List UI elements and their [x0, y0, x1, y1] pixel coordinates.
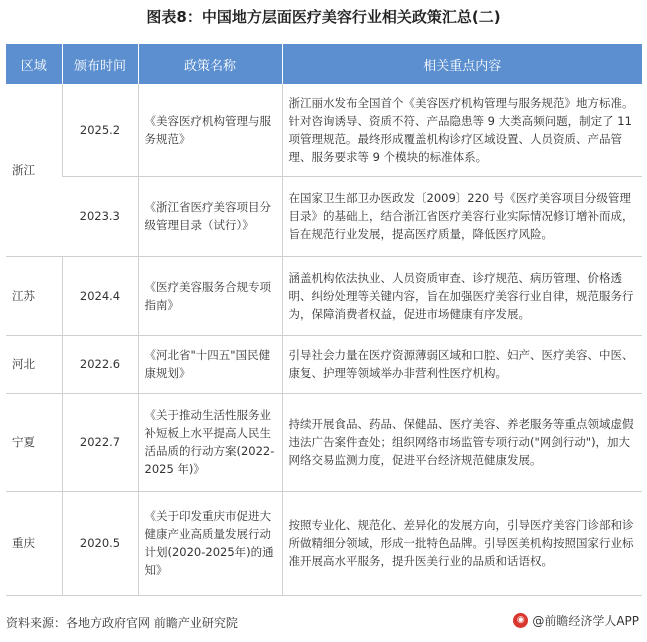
brand-credit — [513, 612, 639, 629]
date-cell: 2020.5 — [62, 491, 138, 595]
region-cell: 河北 — [6, 335, 62, 393]
date-cell: 2025.2 — [62, 84, 138, 176]
table-header-row — [6, 44, 642, 84]
header-region: 区域 — [6, 44, 62, 84]
content-cell: 在国家卫生部卫办医政发〔2009〕220 号《医疗美容项目分级管理目录》的基础上，结合浙江省医疗美容行业实际情况修订增补而成，旨在规范行业发展，提高医疗质量，降低医疗风险。 — [282, 176, 642, 256]
policy-name-cell: 《浙江省医疗美容项目分级管理目录（试行）》 — [138, 176, 282, 256]
policy-name-cell: 《河北省"十四五"国民健康规划》 — [138, 335, 282, 393]
region-cell: 江苏 — [6, 256, 62, 335]
date-cell: 2023.3 — [62, 176, 138, 256]
content-cell: 涵盖机构依法执业、人员资质审查、诊疗规范、病历管理、价格透明、纠纷处理等关键内容，旨在加强医疗美容行业自律，规范服务行为，保障消费者权益，促进市场健康有序发展。 — [282, 256, 642, 335]
header-policy: 政策名称 — [138, 44, 282, 84]
figure-title: 图表8：中国地方层面医疗美容行业相关政策汇总(二) — [146, 8, 501, 26]
header-date: 颁布时间 — [62, 44, 138, 84]
table-row — [6, 335, 642, 393]
table-row — [6, 84, 642, 176]
date-cell: 2024.4 — [62, 256, 138, 335]
policy-name-cell: 《美容医疗机构管理与服务规范》 — [138, 84, 282, 176]
table-row — [6, 393, 642, 491]
table-row — [6, 491, 642, 595]
content-cell: 浙江丽水发布全国首个《美容医疗机构管理与服务规范》地方标准。针对咨询诱导、资质不符、产品隐患等 9 大类高频问题，制定了 11 项管理规范。最终形成覆盖机构诊疗区域设置、人员资质、产品管理、服务要求等 9 个模块的标准体系。 — [282, 84, 642, 176]
date-cell: 2022.7 — [62, 393, 138, 491]
policy-name-cell: 《关于印发重庆市促进大健康产业高质量发展行动计划(2020-2025年)的通知》 — [138, 491, 282, 595]
content-cell: 按照专业化、规范化、差异化的发展方向，引导医疗美容门诊部和诊所做精细分领域，形成一批特色品牌。引导医美机构按照国家行业标准开展高水平服务，提升医美行业的品质和话语权。 — [282, 491, 642, 595]
brand-label: @前瞻经济学人APP — [532, 614, 639, 628]
table-row — [6, 176, 642, 256]
table-row — [6, 256, 642, 335]
content-cell: 持续开展食品、药品、保健品、医疗美容、养老服务等重点领域虚假违法广告案件查处；组织网络市场监管专项行动("网剑行动")，加大网络交易监测力度，促进平台经济规范健康发展。 — [282, 393, 642, 491]
region-cell: 宁夏 — [6, 393, 62, 491]
region-cell: 浙江 — [6, 84, 62, 256]
content-cell: 引导社会力量在医疗资源薄弱区域和口腔、妇产、医疗美容、中医、康复、护理等领域举办非营利性医疗机构。 — [282, 335, 642, 393]
source-note: 资料来源：各地方政府官网 前瞻产业研究院 — [6, 616, 238, 630]
header-content: 相关重点内容 — [282, 44, 642, 84]
policy-table — [6, 44, 642, 596]
policy-name-cell: 《关于推动生活性服务业补短板上水平提高人民生活品质的行动方案(2022-2025 年)》 — [138, 393, 282, 491]
region-cell: 重庆 — [6, 491, 62, 595]
policy-name-cell: 《医疗美容服务合规专项指南》 — [138, 256, 282, 335]
brand-logo-icon: ◉ — [513, 613, 528, 628]
date-cell: 2022.6 — [62, 335, 138, 393]
